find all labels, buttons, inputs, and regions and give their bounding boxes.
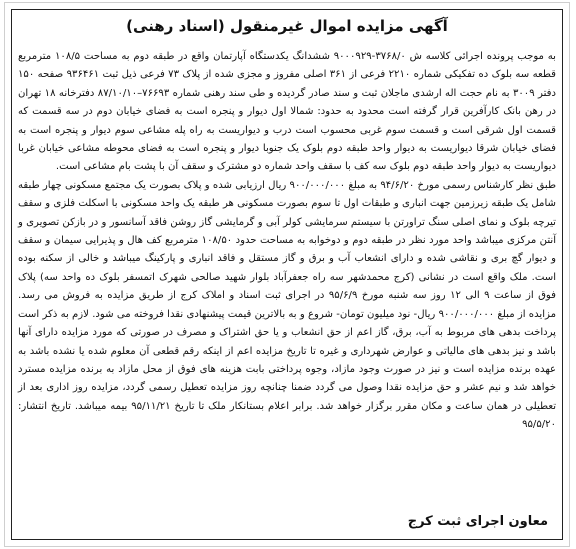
notice-page: [4, 2, 570, 547]
notice-title: آگهی مزایده اموال غیرمنقول (اسناد رهنی): [126, 17, 448, 35]
notice-signature: معاون اجرای ثبت کرج: [407, 514, 548, 529]
notice-body: [18, 48, 556, 435]
notice-paragraph: به موجب پرونده اجرائی کلاسه ش ۳۷۶۸/۰-۹۰۰۰۹۲۹ ششدانگ یکدستگاه آپارتمان واقع در طبقه دوم به مساحت ۱۰۸/۵ مترمربع قطعه سه بلوک ده تفکیکی شماره ۲۲۱۰ فرعی از ۳۶۱ اصلی مفروز و مجزی شده از پلاک ۷۳ فرعی ذیل ثبت ۹۳۶۴۶۱ صفحه ۱۵۰ دفتر ۳۰۰۹ به نام حجت اله ارشدی ماجلان ثبت و سند صادر گردیده و طی سند رهنی شماره ۷۶۶۹۳–۸۷/۱۰/۱۰ دفترخانه ۱۸ تهران در رهن بانک کارآفرین قرار گرفته است محدود به حدود: شمالا اول دیوار و پنجره است به فضای خیابان دوم در سه قسمت که قسمت اول شرقی است و قسمت سوم غربی محسوب است درب و دیواریست به راه پله مشاعی سوم دیوار و پنجره است به فضای خیابان شرقا دیواریست به دیوار واحد طبقه دوم بلوک یک جنوبا دیوار و پنجره است به فضای محوطه مشاعی خیابان غربا دیواریست به دیوار واحد طبقه دوم بلوک سه کف با سقف واحد شماره دو مشترک و سقف آن با پشت بام مشاعی است.: [18, 51, 556, 173]
notice-border: [11, 9, 563, 540]
notice-paragraph: طبق نظر کارشناس رسمی مورخ ۹۴/۶/۲۰ به مبلغ ۹۰۰/۰۰۰/۰۰۰ ریال ارزیابی شده و پلاک بصورت یک مجتمع مسکونی چهار طبقه شامل یک طبقه زیرزمین جهت انباری و طبقات اول تا سوم بصورت مسکونی هر طبقه یک واحد مسکونی با اسکلت فلزی و سقف تیرچه بلوک و نمای اصلی سنگ تراورتن با سیستم سرمایشی کولر آبی و گرمایشی گاز روشن فاقد آسانسور و در بازکن تصویری و آنتن مرکزی میباشد واحد مورد نظر در طبقه دوم و دوخوابه به مساحت حدود ۱۰۸/۵۰ مترمربع کف هال و پذیرایی سیمان و سقف و دیوار گچ بری و نقاشی شده و دارای انشعاب آب و برق و گاز مستقل و فاقد انباری و پارکینگ میباشد و خالی از سکنه بوده است. ملک واقع است در نشانی (کرج محمدشهر سه راه جعفرآباد بلوار شهید صالحی شهرک اتمسفر بلوک ده واحد سه) پلاک فوق از ساعت ۹ الی ۱۲ روز سه شنبه مورخ ۹۵/۶/۹ در اجرای ثبت اسناد و املاک کرج از طریق مزایده به فروش می رسد. مزایده از مبلغ ۹۰۰/۰۰۰/۰۰۰ ریال- نود میلیون تومان- شروع و به بالاترین قیمت پیشنهادی نقدا فروخته می شود. لازم به ذکر است پرداخت بدهی های مربوط به آب، برق، گاز اعم از حق انشعاب و یا حق اشتراک و مصرف در صورتی که مورد مزایده دارای آنها باشد و نیز بدهی های مالیاتی و عوارض شهرداری و غیره تا تاریخ مزایده اعم از اینکه رقم قطعی آن معلوم شده یا نشده باشد به عهده برنده مزایده است و نیز در صورت وجود مازاد، وجوه پرداختی بابت هزینه های فوق از محل مازاد به برنده مزایده مسترد خواهد شد و نیم عشر و حق مزایده نقدا وصول می گردد ضمنا چنانچه روز مزایده تعطیل رسمی گردد، مزایده روز اداری بعد از تعطیلی در همان ساعت و مکان مقرر برگزار خواهد شد. برابر اعلام بستانکار ملک تا تاریخ ۹۵/۱۱/۲۱ بیمه میباشد. تاریخ انتشار: ۹۵/۵/۲۰: [18, 179, 557, 431]
